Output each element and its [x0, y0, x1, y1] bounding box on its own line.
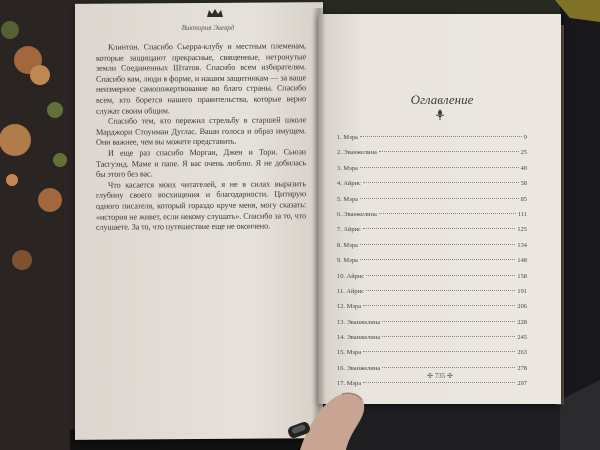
toc-entry	[337, 315, 527, 330]
toc-entry	[337, 330, 527, 345]
toc-entry-page: 134	[517, 241, 527, 249]
hand-with-ring	[280, 380, 420, 450]
toc-dot-leader	[382, 336, 515, 337]
book-gutter	[312, 8, 326, 428]
toc-entry-label: 9. Мэра	[337, 257, 358, 265]
toc-entry-label: 13. Эванжелина	[337, 318, 381, 326]
toc-dot-leader	[360, 259, 516, 260]
toc-entry-label: 7. Айрис	[337, 226, 361, 234]
toc-entry-page: 40	[520, 164, 527, 172]
toc-entry-page: 111	[517, 210, 527, 218]
toc-dot-leader	[360, 167, 519, 168]
toc-entry-page: 85	[520, 195, 527, 203]
toc-dot-leader	[360, 198, 519, 199]
toc-dot-leader	[366, 290, 516, 291]
toc-entry	[337, 176, 527, 191]
toc-entry	[337, 345, 527, 360]
toc-entry-label: 15. Мэра	[337, 349, 362, 357]
toc-entry-label: 1. Мэра	[337, 134, 358, 141]
crown-icon	[206, 8, 224, 18]
toc-entry	[337, 238, 527, 253]
table-of-contents	[337, 130, 527, 392]
toc-entry-page: 297	[517, 380, 527, 388]
page-number: ✣ 735 ✣	[427, 372, 453, 380]
toc-dot-leader	[379, 213, 516, 214]
ornament-icon	[432, 109, 448, 121]
toc-entry	[337, 222, 527, 237]
toc-dot-leader	[379, 151, 519, 152]
toc-dot-leader	[363, 305, 515, 306]
toc-entry	[337, 145, 527, 160]
paragraph: Что касается моих читателей, я не в силах выразить глубину своего восхищения и благодарности. Цитирую одного писателя, который гораздо круче меня, могу сказать: «история не живет, если некому слушать». Спасибо за то, что слушаете. За то, что путешествие еще не окончено.	[96, 178, 306, 232]
toc-entry-label: 4. Айрис	[337, 180, 361, 188]
toc-entry-page: 148	[517, 257, 527, 265]
toc-entry-page: 25	[520, 149, 527, 157]
toc-entry	[337, 284, 527, 299]
toc-entry-page: 58	[520, 180, 527, 188]
toc-dot-leader	[363, 182, 519, 183]
toc-entry	[337, 207, 527, 222]
toc-dot-leader	[363, 351, 515, 352]
toc-entry-label: 10. Айрис	[337, 272, 365, 280]
toc-entry	[337, 253, 527, 268]
toc-entry-label: 17. Мэра	[337, 380, 362, 388]
paragraph: Клинтон. Спасибо Сьерра-клубу и местным племенам, которые защищают прекрасные, священные, нетронутые земли Соединенных Штатов. Спасибо всем избирателям. Спасибо вам, люди в форме, и нашим защитникам — за ваше неизмерное самопожертвование во благо страны. Спасибо всем, кто борется нашего правительства, которые верно служат своим общим.	[96, 41, 306, 116]
toc-dot-leader	[382, 367, 515, 368]
toc-entry-page: 228	[517, 318, 527, 326]
toc-entry-label: 8. Мэра	[337, 241, 358, 249]
toc-entry	[337, 161, 527, 176]
toc-entry-label: 11. Айрис	[337, 287, 364, 295]
toc-dot-leader	[363, 228, 516, 229]
toc-entry-label: 12. Мэра	[337, 303, 362, 311]
left-page-text	[96, 41, 306, 233]
toc-entry-page: 263	[517, 349, 527, 357]
toc-dot-leader	[382, 321, 515, 322]
paragraph: И еще раз спасибо Морган, Джен и Тори. Сьюзи Тасгуэнд. Маме и папе. Я вас очень люблю. Я не добилась бы этого без вас.	[96, 147, 306, 179]
toc-entry	[337, 269, 527, 284]
toc-entry-page: 245	[517, 334, 527, 342]
toc-entry-page: 278	[517, 364, 527, 372]
toc-dot-leader	[360, 244, 516, 245]
toc-entry-label: 3. Мэра	[337, 164, 358, 172]
toc-dot-leader	[360, 136, 522, 137]
toc-entry	[337, 130, 527, 145]
toc-entry-page: 206	[517, 303, 527, 311]
toc-entry-label: 14. Эванжелина	[337, 334, 381, 342]
toc-entry-label: 6. Эванжелина	[337, 210, 377, 218]
toc-entry-page: 125	[517, 226, 527, 234]
toc-dot-leader	[366, 275, 515, 276]
running-head: Виктория Эвеярд	[181, 24, 235, 32]
toc-entry-page: 191	[517, 287, 527, 295]
paragraph: Спасибо тем, кто пережил стрельбу в старшей школе Марджори Стоунман Дуглас. Ваши голоса и образ имущем. Они важнее, чем вы можете представить.	[96, 115, 306, 148]
toc-entry-label: 5. Мэра	[337, 195, 358, 203]
toc-entry-label: 2. Эванжелина	[337, 149, 377, 157]
toc-entry	[337, 192, 527, 207]
toc-entry-page: 158	[517, 272, 527, 280]
toc-entry-page: 9	[523, 134, 527, 141]
toc-entry-label: 16. Эванжелина	[337, 364, 381, 372]
toc-title: Оглавление	[410, 92, 474, 107]
toc-entry	[337, 299, 527, 314]
